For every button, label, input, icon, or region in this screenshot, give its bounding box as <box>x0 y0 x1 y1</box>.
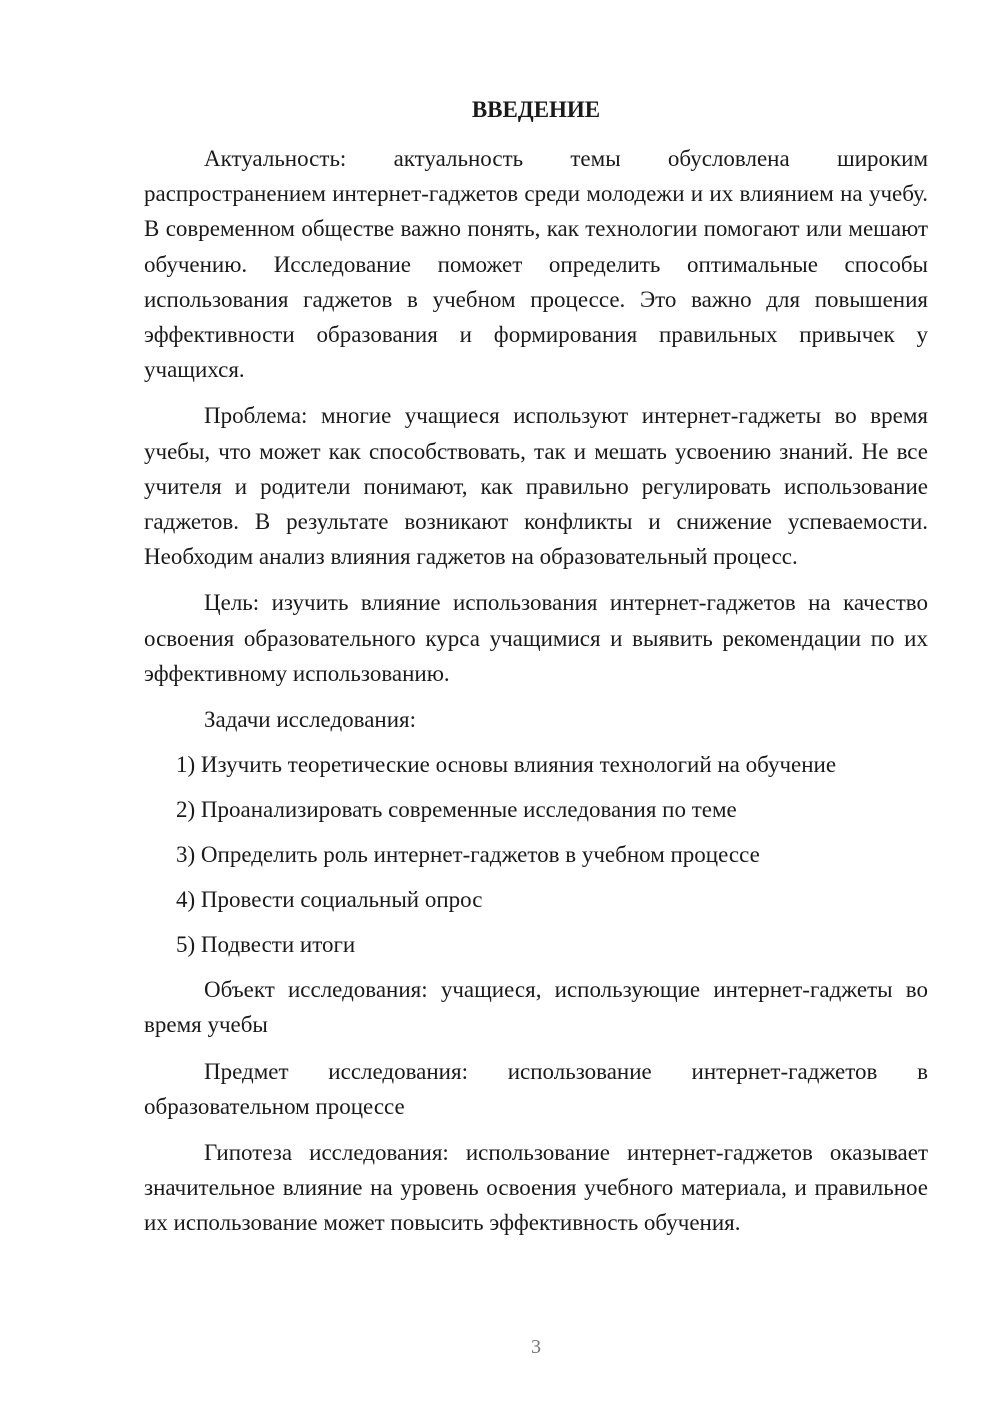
hypothesis-paragraph: Гипотеза исследования: использование интернет-гаджетов оказывает значительное влияние на уровень освоения учебного материала, и правильное их использование может повысить эффективность обучения. <box>144 1140 928 1236</box>
tasks-heading: Задачи исследования: <box>204 707 417 733</box>
subject-paragraph: Предмет исследования: использование интернет-гаджетов в образовательном процессе <box>144 1058 928 1119</box>
task-item: 5) Подвести итоги <box>176 932 356 958</box>
problem-paragraph: Проблема: многие учащиеся используют интернет-гаджеты во время учебы, что может как способствовать, так и мешать усвоению знаний. Не все учителя и родители понимают, как правильно регулировать использование гаджетов. В результате возникают конфликты и снижение успеваемости. Необходим анализ влияния гаджетов на образовательный процесс. <box>144 403 928 570</box>
tasks-list <box>144 747 928 962</box>
page-content <box>144 92 928 1241</box>
relevance-paragraph: Актуальность: актуальность темы обусловлена широким распространением интернет-гаджетов среди молодежи и их влиянием на учебу. В современном обществе важно понять, как технологии помогают или мешают обучению. Исследование поможет определить оптимальные способы использования гаджетов в учебном процессе. Это важно для повышения эффективности образования и формирования правильных привычек у учащихся. <box>144 146 928 383</box>
object-paragraph: Объект исследования: учащиеся, использующие интернет-гаджеты во время учебы <box>144 977 928 1038</box>
task-item: 1) Изучить теоретические основы влияния технологий на обучение <box>176 752 837 778</box>
page-title: ВВЕДЕНИЕ <box>471 97 601 122</box>
task-item: 2) Проанализировать современные исследования по теме <box>176 797 737 823</box>
task-item: 3) Определить роль интернет-гаджетов в учебном процессе <box>176 842 760 868</box>
goal-paragraph: Цель: изучить влияние использования интернет-гаджетов на качество освоения образовательного курса учащимися и выявить рекомендации по их эффективному использованию. <box>144 590 928 686</box>
page-number: 3 <box>531 1336 541 1358</box>
task-item: 4) Провести социальный опрос <box>176 887 483 913</box>
